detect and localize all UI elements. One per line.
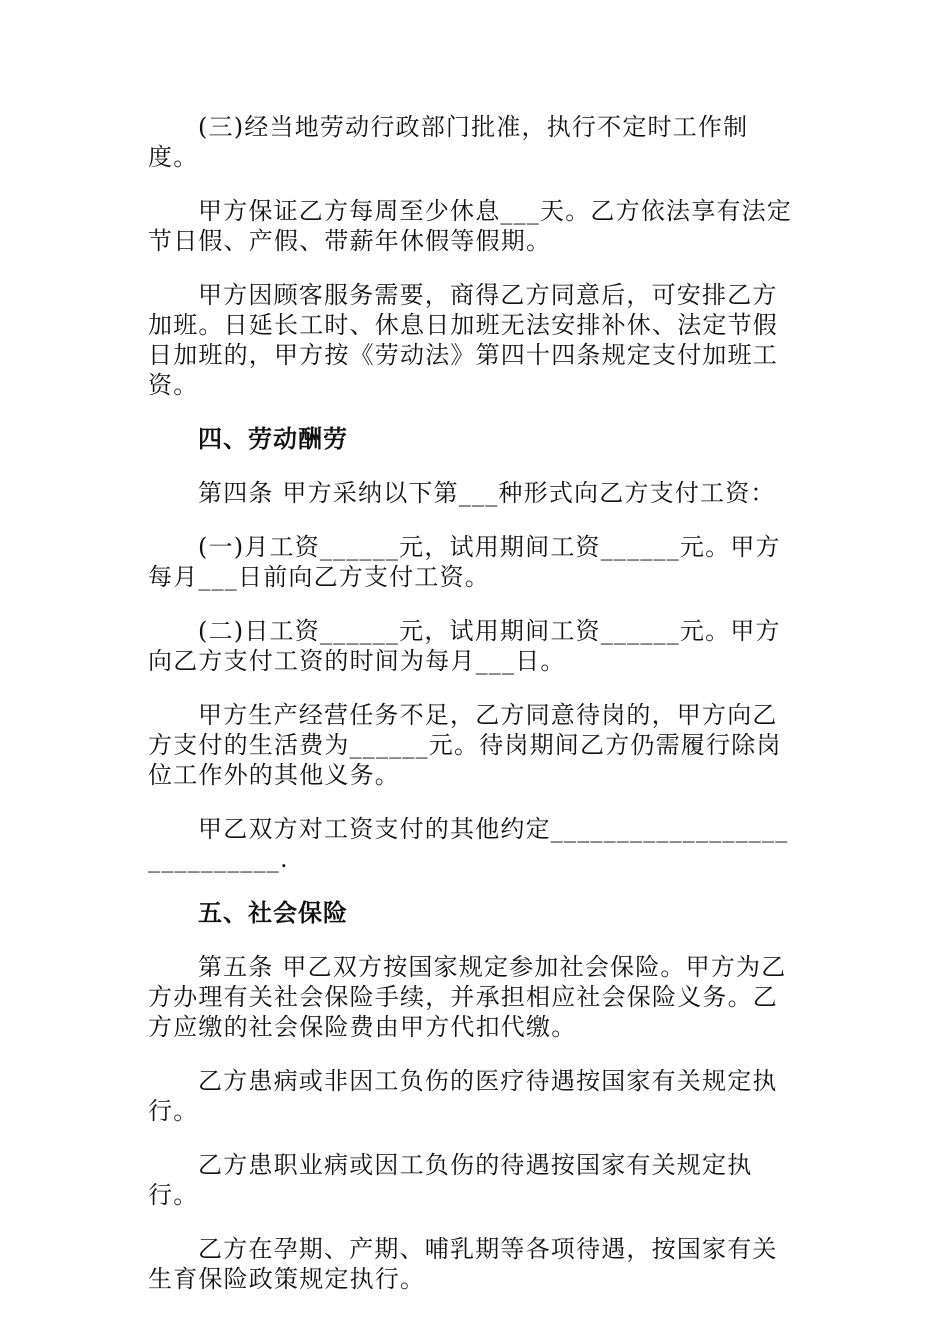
paragraph-maternity: 乙方在孕期、产期、哺乳期等各项待遇，按国家有关生育保险政策规定执行。: [148, 1235, 778, 1293]
paragraph-rest-days: 甲方保证乙方每周至少休息___天。乙方依法享有法定节日假、产假、带薪年休假等假期。: [148, 197, 792, 255]
paragraph-other-wage-terms: 甲乙双方对工资支付的其他约定____________________________.: [148, 815, 789, 873]
paragraph-article-5: 第五条 甲乙双方按国家规定参加社会保险。甲方为乙方办理有关社会保险手续，并承担相应社会保险义务。乙方应缴的社会保险费由甲方代扣代缴。: [148, 953, 787, 1041]
paragraph-work-injury: 乙方患职业病或因工负伤的待遇按国家有关规定执行。: [148, 1151, 753, 1209]
section-heading-remuneration: 四、劳动酬劳: [198, 425, 348, 453]
paragraph-standby-allowance: 甲方生产经营任务不足，乙方同意待岗的，甲方向乙方支付的生活费为______元。待岗期间乙方仍需履行除岗位工作外的其他义务。: [148, 701, 782, 789]
paragraph-medical-treatment: 乙方患病或非因工负伤的医疗待遇按国家有关规定执行。: [148, 1067, 778, 1125]
paragraph-monthly-wage: (一)月工资______元，试用期间工资______元。甲方每月___日前向乙方支付工资。: [148, 533, 781, 591]
section-heading-social-insurance: 五、社会保险: [198, 899, 348, 927]
paragraph-article-4: 第四条 甲方采纳以下第___种形式向乙方支付工资：: [198, 479, 776, 507]
paragraph-overtime: 甲方因顾客服务需要，商得乙方同意后，可安排乙方加班。日延长工时、休息日加班无法安排补休、法定节假日加班的，甲方按《劳动法》第四十四条规定支付加班工资。: [148, 281, 778, 399]
paragraph-flexible-hours: (三)经当地劳动行政部门批准，执行不定时工作制度。: [148, 113, 749, 171]
paragraph-daily-wage: (二)日工资______元，试用期间工资______元。甲方向乙方支付工资的时间为每月___日。: [148, 617, 781, 675]
document-body: [148, 112, 798, 1294]
